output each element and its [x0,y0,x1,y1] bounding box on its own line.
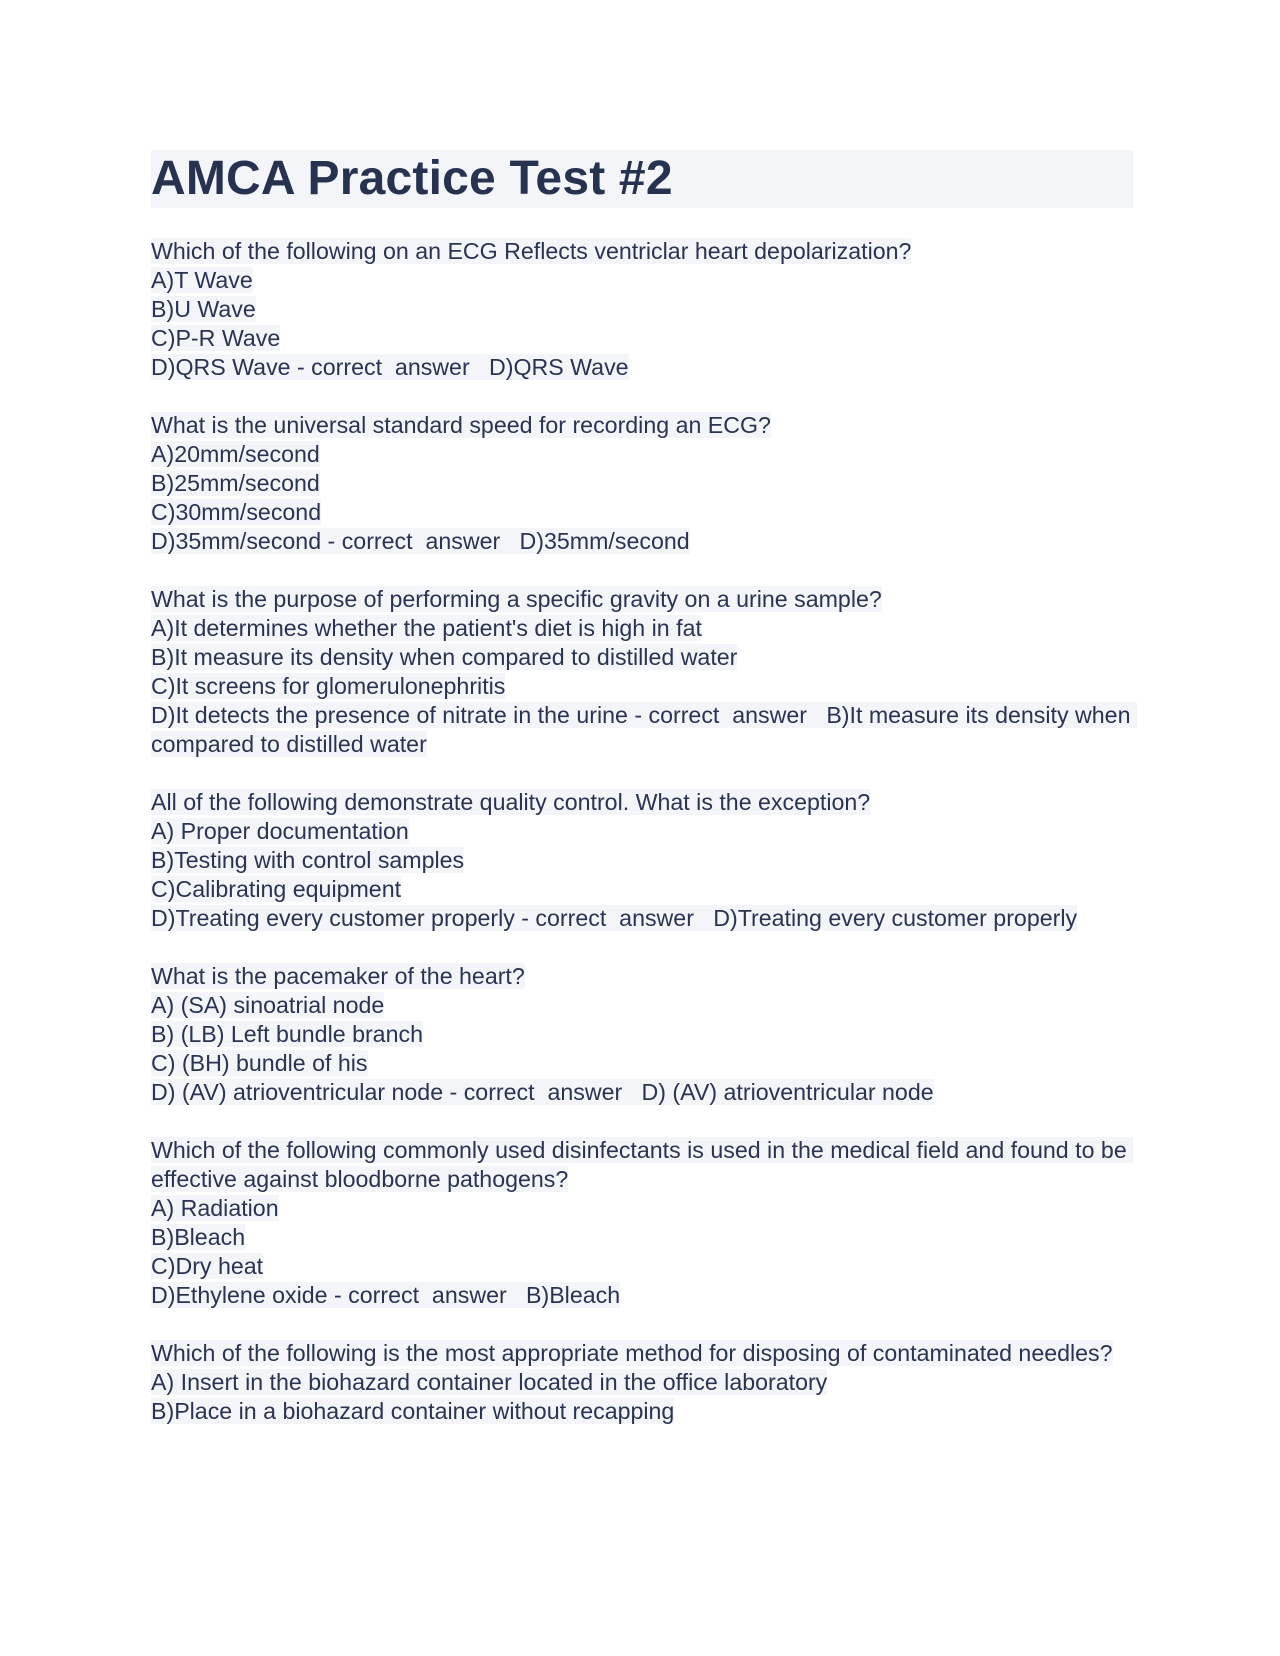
page-title: AMCA Practice Test #2 [151,152,673,205]
option-a: A) Proper documentation [151,818,409,844]
question-prompt: Which of the following is the most appropriate method for disposing of contaminated needles? [151,1340,1113,1366]
question-1 [151,237,1136,382]
option-a: A) Insert in the biohazard container located in the office laboratory [151,1369,828,1395]
title-banner [151,150,1133,208]
question-7 [151,1339,1136,1426]
option-c: C) (BH) bundle of his [151,1050,368,1076]
answer-line: D)35mm/second - correct answer D)35mm/second [151,528,690,554]
option-a: A)T Wave [151,267,253,293]
option-b: B)Bleach [151,1224,246,1250]
option-a: A)20mm/second [151,441,320,467]
option-c: C)Calibrating equipment [151,876,402,902]
question-prompt: What is the purpose of performing a specific gravity on a urine sample? [151,586,882,612]
question-prompt: All of the following demonstrate quality control. What is the exception? [151,789,871,815]
question-3 [151,585,1136,759]
question-6 [151,1136,1136,1310]
option-c: C)P-R Wave [151,325,281,351]
option-a: A) (SA) sinoatrial node [151,992,385,1018]
answer-line: D)Ethylene oxide - correct answer B)Bleach [151,1282,621,1308]
option-b: B)Place in a biohazard container without recapping [151,1398,675,1424]
question-prompt: Which of the following on an ECG Reflects ventriclar heart depolarization? [151,238,912,264]
option-b: B)Testing with control samples [151,847,465,873]
option-b: B)25mm/second [151,470,320,496]
option-a: A)It determines whether the patient's diet is high in fat [151,615,702,641]
question-prompt: What is the pacemaker of the heart? [151,963,525,989]
answer-line: D)It detects the presence of nitrate in the urine - correct answer B)It measure its density when compared to distilled water [151,702,1137,757]
option-c: C)30mm/second [151,499,322,525]
answer-line: D)Treating every customer properly - correct answer D)Treating every customer properly [151,905,1078,931]
question-prompt: What is the universal standard speed for recording an ECG? [151,412,771,438]
option-b: B) (LB) Left bundle branch [151,1021,423,1047]
document-page [151,150,1136,1455]
answer-line: D)QRS Wave - correct answer D)QRS Wave [151,354,629,380]
option-c: C)Dry heat [151,1253,264,1279]
option-c: C)It screens for glomerulonephritis [151,673,506,699]
question-2 [151,411,1136,556]
question-4 [151,788,1136,933]
option-a: A) Radiation [151,1195,279,1221]
question-prompt: Which of the following commonly used disinfectants is used in the medical field and found to be effective against bloodborne pathogens? [151,1137,1134,1192]
question-5 [151,962,1136,1107]
option-b: B)It measure its density when compared to distilled water [151,644,738,670]
question-list [151,237,1136,1426]
answer-line: D) (AV) atrioventricular node - correct answer D) (AV) atrioventricular node [151,1079,934,1105]
option-b: B)U Wave [151,296,256,322]
